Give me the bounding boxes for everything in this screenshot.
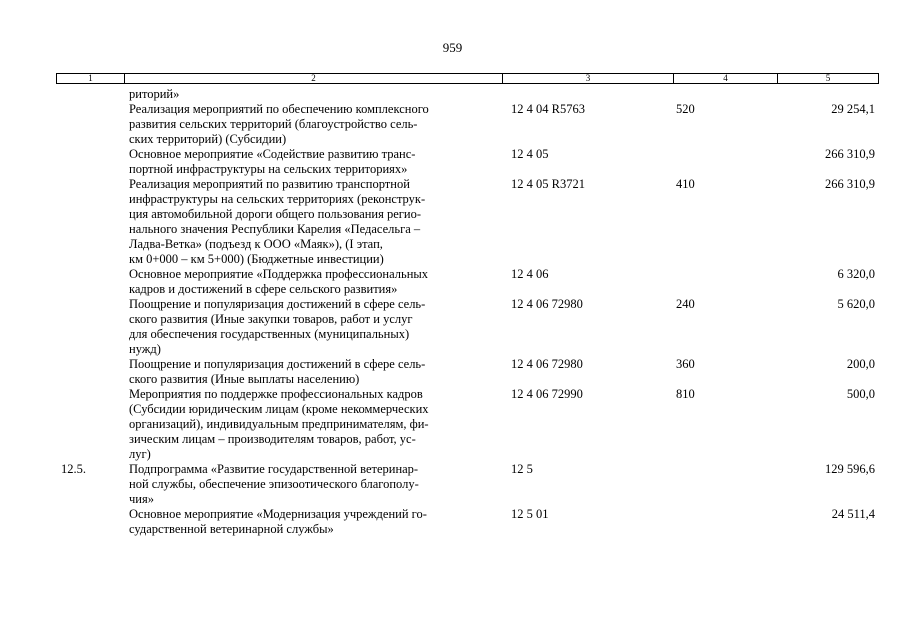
row-type: 810 <box>676 387 695 401</box>
budget-table <box>56 87 879 537</box>
row-name: риторий» <box>129 87 180 101</box>
row-number <box>56 507 124 537</box>
table-row <box>56 357 879 387</box>
row-amount: 5 620,0 <box>837 297 875 311</box>
row-number <box>56 147 124 177</box>
row-name: Реализация мероприятий по развитию транспортной инфраструктуры на сельских территориях (реконструк- ция автомобильной дороги общего пользования регио- нального значения Республики Карелия «Педасельга – Ладва-Ветка» (подъезд к ООО «Маяк»), (I этап, км 0+000 – км 5+000) (Бюджетные инвестиции) <box>129 177 426 266</box>
row-type: 410 <box>676 177 695 191</box>
row-number <box>56 177 124 267</box>
row-number <box>56 267 124 297</box>
table-row <box>56 462 879 507</box>
row-type <box>654 507 734 537</box>
row-type <box>654 147 734 177</box>
table-row <box>56 87 879 102</box>
row-amount: 24 511,4 <box>831 507 875 521</box>
page-number: 959 <box>442 40 463 55</box>
header-col-2: 2 <box>125 74 503 83</box>
row-number <box>56 102 124 147</box>
row-name: Мероприятия по поддержке профессиональных кадров (Субсидии юридическим лицам (кроме некоммерческих организаций), индивидуальным предпринимателям, фи- зическим лицам – производителям товаров, работ, ус- луг) <box>129 387 429 461</box>
row-type: 360 <box>676 357 695 371</box>
row-type <box>654 87 734 102</box>
row-number <box>56 387 124 462</box>
row-name: Реализация мероприятий по обеспечению комплексного развития сельских территорий (благоустройство сель- ских территорий) (Субсидии) <box>129 102 429 146</box>
row-code: 12 4 05 R3721 <box>511 177 585 191</box>
header-col-5: 5 <box>825 73 831 83</box>
row-name: Основное мероприятие «Модернизация учреждений го- сударственной ветеринарной службы» <box>129 507 427 536</box>
row-code: 12 4 04 R5763 <box>511 102 585 116</box>
row-type: 520 <box>676 102 695 116</box>
table-header <box>56 73 879 84</box>
header-col-3: 3 <box>503 74 674 83</box>
row-amount <box>734 87 879 102</box>
row-name: Поощрение и популяризация достижений в сфере сель- ского развития (Иные закупки товаров, работ и услуг для обеспечения государственных (муниципальных) нужд) <box>129 297 426 356</box>
row-number: 12.5. <box>61 462 86 476</box>
table-row <box>56 177 879 267</box>
row-name: Поощрение и популяризация достижений в сфере сель- ского развития (Иные выплаты населению) <box>129 357 426 386</box>
row-name: Подпрограмма «Развитие государственной ветеринар- ной службы, обеспечение эпизоотического благополу- чия» <box>129 462 419 506</box>
row-amount: 500,0 <box>846 387 875 401</box>
row-number <box>56 87 124 102</box>
row-type <box>654 462 734 507</box>
row-type <box>654 267 734 297</box>
row-code: 12 5 01 <box>511 507 549 521</box>
row-amount: 266 310,9 <box>825 147 875 161</box>
row-number <box>56 297 124 357</box>
header-col-1: 1 <box>57 74 125 83</box>
table-row <box>56 147 879 177</box>
row-code: 12 4 06 72980 <box>511 357 583 371</box>
table-row <box>56 102 879 147</box>
table-row <box>56 267 879 297</box>
row-amount: 266 310,9 <box>825 177 875 191</box>
row-amount: 200,0 <box>846 357 875 371</box>
header-col-4: 4 <box>674 74 778 83</box>
row-code <box>508 87 654 102</box>
row-amount: 6 320,0 <box>837 267 875 281</box>
table-row <box>56 507 879 537</box>
row-name: Основное мероприятие «Поддержка профессиональных кадров и достижений в сфере сельского развития» <box>129 267 429 296</box>
row-code: 12 4 05 <box>511 147 549 161</box>
row-type: 240 <box>676 297 695 311</box>
table-row <box>56 387 879 462</box>
row-code: 12 4 06 72980 <box>511 297 583 311</box>
row-code: 12 5 <box>511 462 533 476</box>
row-amount: 129 596,6 <box>825 462 875 476</box>
row-code: 12 4 06 <box>511 267 549 281</box>
row-number <box>56 357 124 387</box>
row-amount: 29 254,1 <box>831 102 875 116</box>
row-code: 12 4 06 72990 <box>511 387 583 401</box>
table-row <box>56 297 879 357</box>
row-name: Основное мероприятие «Содействие развитию транс- портной инфраструктуры на сельских территориях» <box>129 147 416 176</box>
